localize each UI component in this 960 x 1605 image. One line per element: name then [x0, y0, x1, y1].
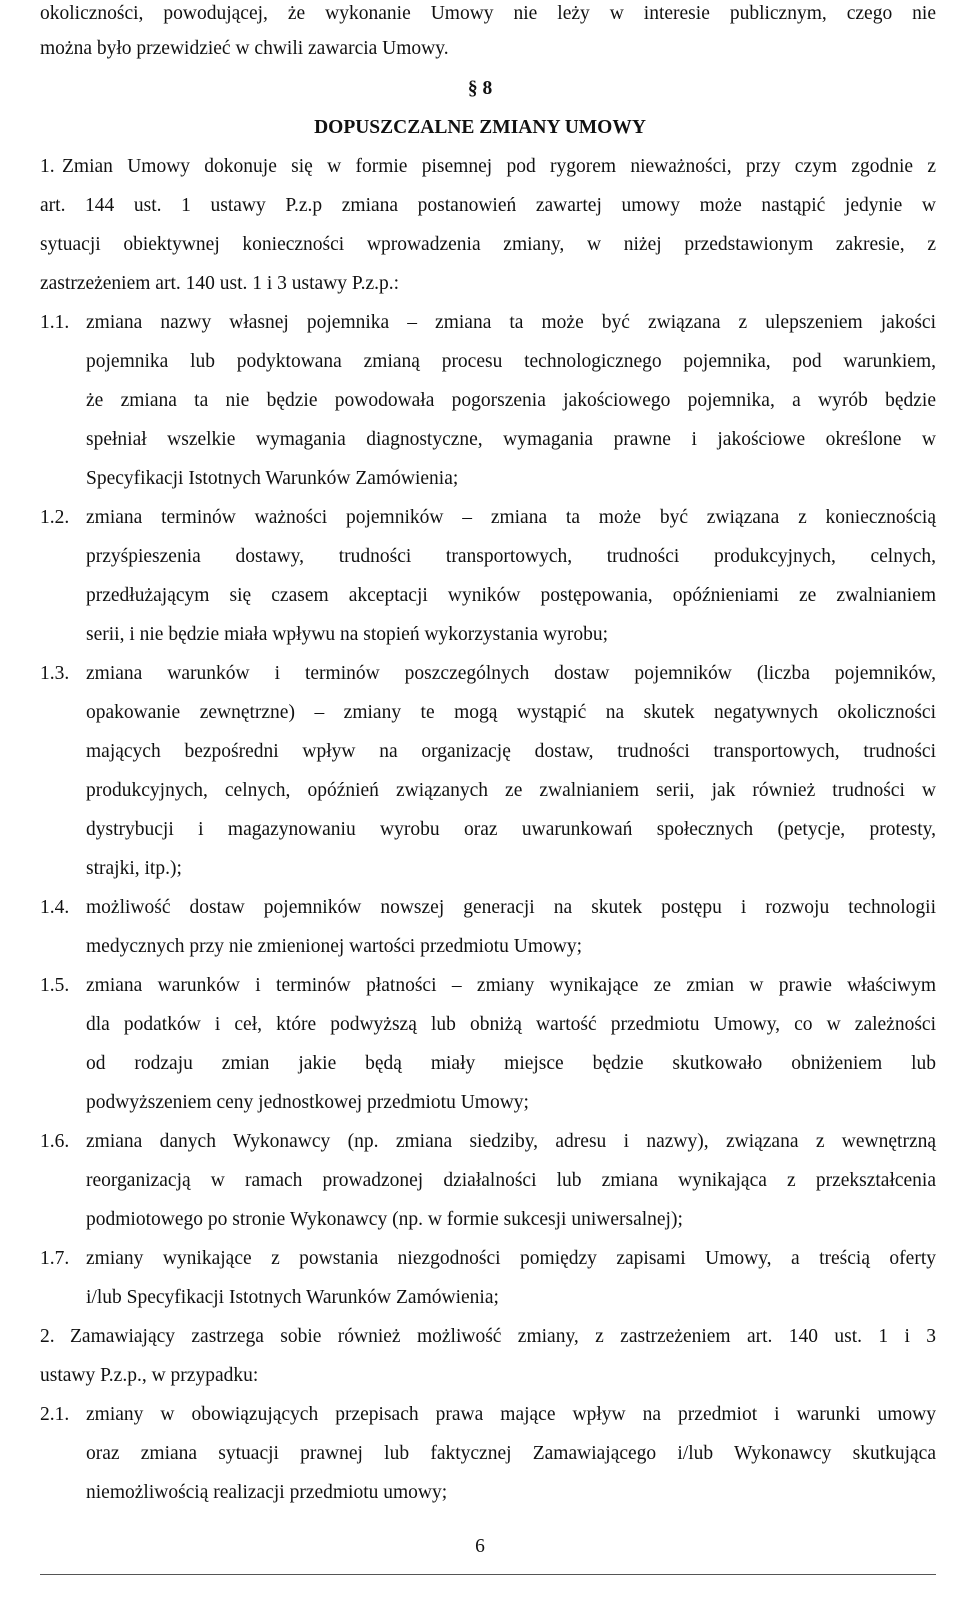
item-1-2-line-4: serii, i nie będzie miała wpływu na stopień wykorzystania wyrobu;: [86, 624, 609, 645]
item-1-5-line-1: zmiana warunków i terminów płatności – zmiany wynikające ze zmian w prawie właściwym: [86, 975, 936, 996]
item-1-1-line-5: Specyfikacji Istotnych Warunków Zamówienia;: [86, 468, 459, 489]
item-2-1-line-3: niemożliwością realizacji przedmiotu umowy;: [86, 1482, 448, 1503]
item-1-5-line-4: podwyższeniem ceny jednostkowej przedmiotu Umowy;: [86, 1092, 529, 1113]
paragraph-2-number: 2.: [40, 1326, 55, 1347]
item-1-3-line-5: dystrybucji i magazynowaniu wyrobu oraz uwarunkowań społecznych (petycje, protesty,: [86, 819, 936, 840]
item-1-2-line-3: przedłużającym się czasem akceptacji wyników postępowania, opóźnieniami ze zwalnianiem: [86, 585, 936, 606]
item-1-5-number: 1.5.: [40, 975, 70, 996]
item-1-1-line-3: że zmiana ta nie będzie powodowała pogorszenia jakościowego pojemnika, a wyrób będzie: [86, 390, 936, 411]
item-1-1-line-1: zmiana nazwy własnej pojemnika – zmiana ta może być związana z ulepszeniem jakości: [86, 312, 936, 333]
item-1-7-number: 1.7.: [40, 1248, 70, 1269]
paragraph-2-line-2: ustawy P.z.p., w przypadku:: [40, 1365, 259, 1386]
item-1-5-line-2: dla podatków i ceł, które podwyższą lub obniżą wartość przedmiotu Umowy, co w zależności: [86, 1014, 936, 1035]
paragraph-2-line-1: Zamawiający zastrzega sobie również możliwość zmiany, z zastrzeżeniem art. 140 ust. 1 i 3: [70, 1326, 936, 1347]
intro-line-2: można było przewidzieć w chwili zawarcia Umowy.: [40, 38, 449, 59]
paragraph-1-number: 1.: [40, 156, 55, 177]
item-2-1-number: 2.1.: [40, 1404, 70, 1425]
item-1-6-line-2: reorganizacją w ramach prowadzonej działalności lub zmiana wynikająca z przekształcenia: [86, 1170, 936, 1191]
item-1-3-line-3: mających bezpośredni wpływ na organizację dostaw, trudności transportowych, trudności: [86, 741, 936, 762]
item-1-6-number: 1.6.: [40, 1131, 70, 1152]
item-1-2-line-2: przyśpieszenia dostawy, trudności transportowych, trudności produkcyjnych, celnych,: [86, 546, 936, 567]
section-number: § 8: [467, 78, 493, 99]
item-1-6-line-3: podmiotowego po stronie Wykonawcy (np. w formie sukcesji uniwersalnej);: [86, 1209, 683, 1230]
item-2-1-line-2: oraz zmiana sytuacji prawnej lub faktycznej Zamawiającego i/lub Wykonawcy skutkująca: [86, 1443, 936, 1464]
item-1-1-line-4: spełniał wszelkie wymagania diagnostyczne, wymagania prawne i jakościowe określone w: [86, 429, 936, 450]
paragraph-1-line-4: zastrzeżeniem art. 140 ust. 1 i 3 ustawy P.z.p.:: [40, 273, 400, 294]
paragraph-1-line-3: sytuacji obiektywnej konieczności wprowadzenia zmiany, w niżej przedstawionym zakresie, z: [40, 234, 936, 255]
item-1-4-line-1: możliwość dostaw pojemników nowszej generacji na skutek postępu i rozwoju technologii: [86, 897, 936, 918]
item-1-2-number: 1.2.: [40, 507, 70, 528]
paragraph-1-line-1: Zmian Umowy dokonuje się w formie pisemnej pod rygorem nieważności, przy czym zgodnie z: [62, 156, 936, 177]
paragraph-1-line-2: art. 144 ust. 1 ustawy P.z.p zmiana postanowień zawartej umowy może nastąpić jedynie w: [40, 195, 936, 216]
item-1-4-number: 1.4.: [40, 897, 70, 918]
item-1-3-line-4: produkcyjnych, celnych, opóźnień związanych ze zwalnianiem serii, jak również trudności w: [86, 780, 936, 801]
item-1-1-line-2: pojemnika lub podyktowana zmianą procesu technologicznego pojemnika, pod warunkiem,: [86, 351, 936, 372]
item-1-7-line-1: zmiany wynikające z powstania niezgodności pomiędzy zapisami Umowy, a treścią oferty: [86, 1248, 936, 1269]
section-title: DOPUSZCZALNE ZMIANY UMOWY: [314, 117, 646, 138]
item-1-3-line-2: opakowanie zewnętrzne) – zmiany te mogą wystąpić na skutek negatywnych okoliczności: [86, 702, 936, 723]
page-number: 6: [475, 1536, 485, 1557]
item-2-1-line-1: zmiany w obowiązujących przepisach prawa mające wpływ na przedmiot i warunki umowy: [86, 1404, 936, 1425]
item-1-6-line-1: zmiana danych Wykonawcy (np. zmiana siedziby, adresu i nazwy), związana z wewnętrzną: [86, 1131, 936, 1152]
item-1-4-line-2: medycznych przy nie zmienionej wartości przedmiotu Umowy;: [86, 936, 583, 957]
intro-line-1: okoliczności, powodującej, że wykonanie Umowy nie leży w interesie publicznym, czego nie: [40, 3, 936, 24]
item-1-3-line-1: zmiana warunków i terminów poszczególnych dostaw pojemników (liczba pojemników,: [86, 663, 936, 684]
item-1-1-number: 1.1.: [40, 312, 70, 333]
item-1-7-line-2: i/lub Specyfikacji Istotnych Warunków Zamówienia;: [86, 1287, 499, 1308]
item-1-5-line-3: od rodzaju zmian jakie będą miały miejsce będzie skutkowało obniżeniem lub: [86, 1053, 936, 1074]
item-1-3-number: 1.3.: [40, 663, 70, 684]
item-1-2-line-1: zmiana terminów ważności pojemników – zmiana ta może być związana z koniecznością: [86, 507, 936, 528]
item-1-3-line-6: strajki, itp.);: [86, 858, 182, 879]
footer-divider: [40, 1574, 936, 1575]
